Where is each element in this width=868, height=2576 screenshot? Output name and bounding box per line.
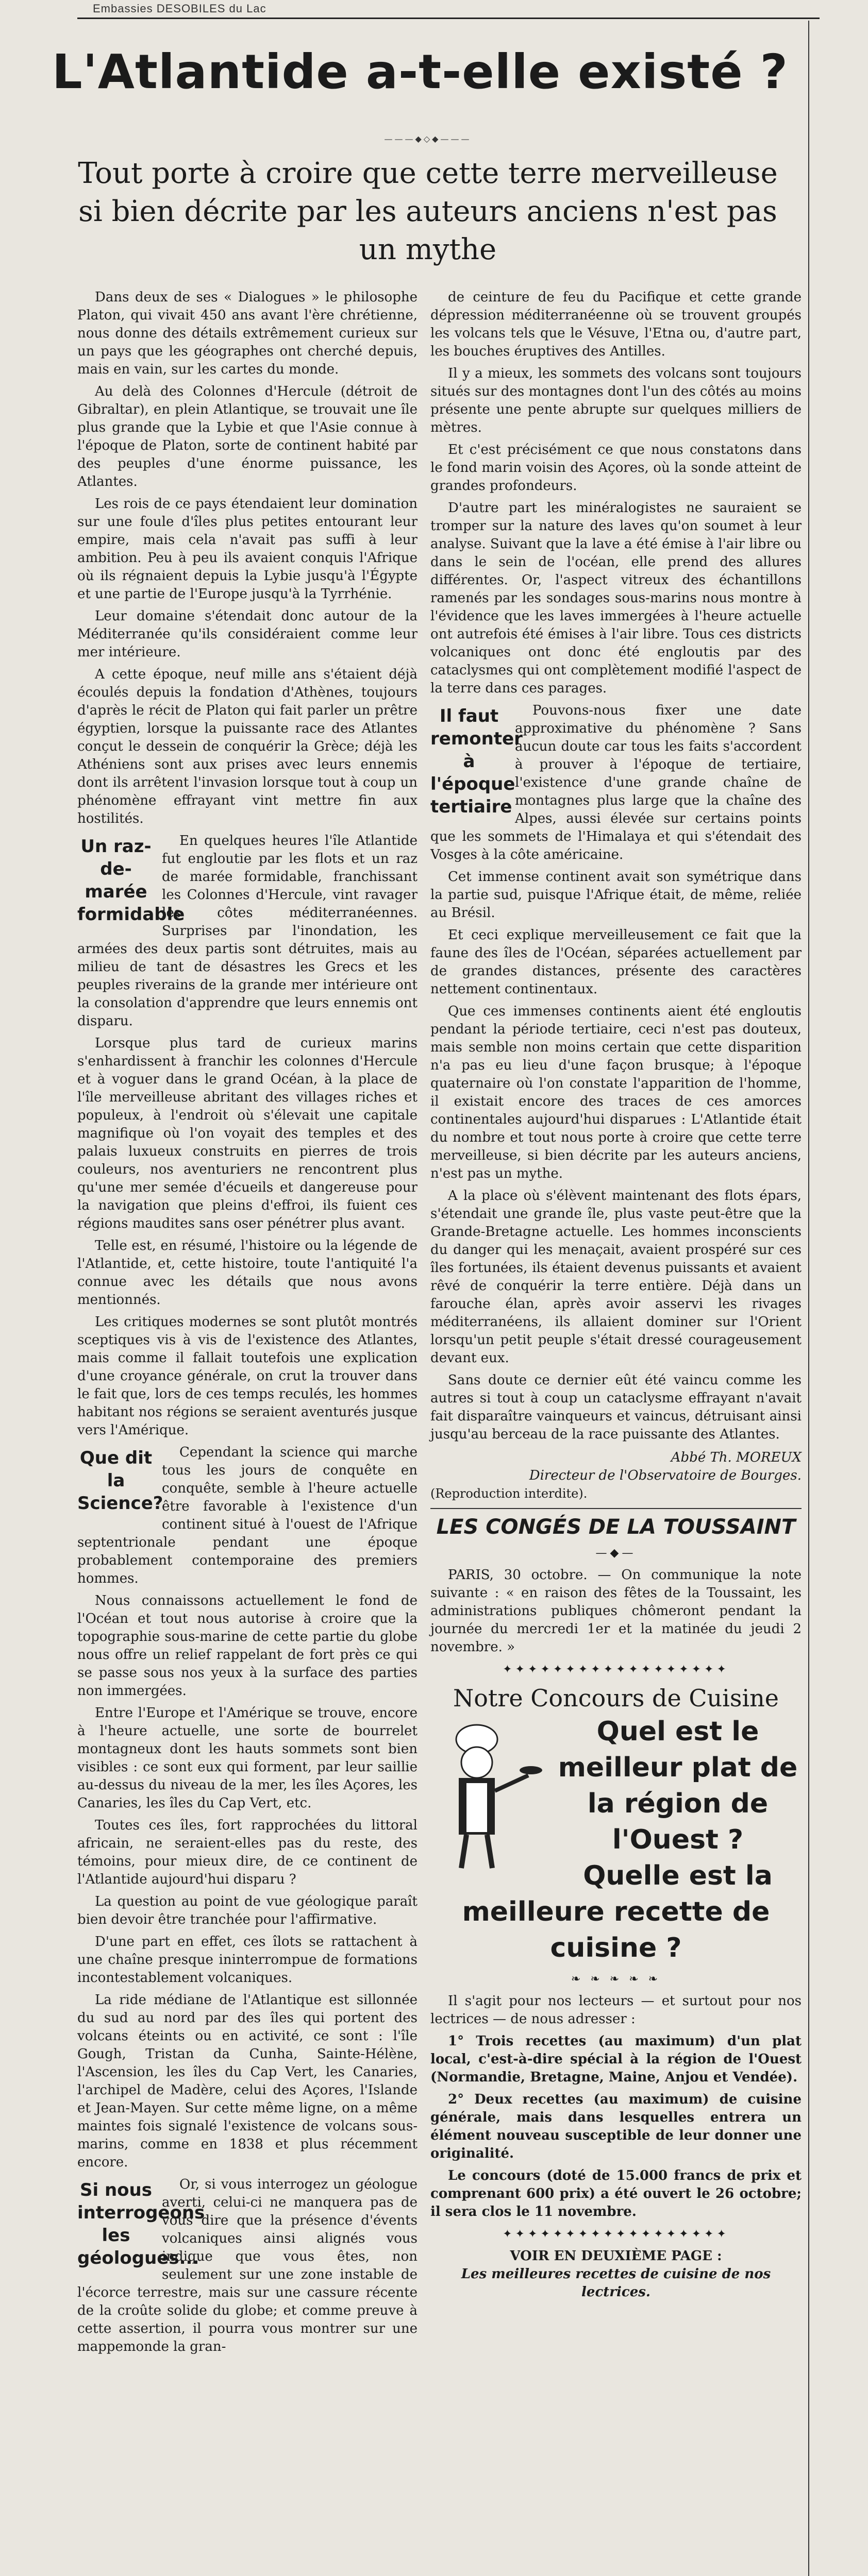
column-2: de ceinture de feu du Pacifique et cette grande dépression méditerranéenne où se trouvent groupés les volcans tels que le Vésuve, l'Etna ou, d'autre part, les bouches éruptives des Antilles. Il y a mieux, les sommets des volcans sont toujours situés sur des montagnes dont l'un des côtés au moins présente une pente abrupte sur quelques milliers de mètres. Et c'est précisément ce que nous constatons dans le fond marin voisin des Açores, où la sonde atteint de grandes profondeurs. D'autre part les minéralogistes ne sauraient se tromper sur la nature des laves qu'on soumet à leur analyse. Suivant que la lave a été émise à l'air libre ou dans le sein de l'océan, elle prend des allures différentes. Or, l'aspect vitreux des échantillons ramenés par les sondages sous-marins nous montre à l'évidence que les laves immergées à l'heure actuelle ont autrefois été émises à l'air libre. Tous ces districts volcaniques ont donc été engloutis par des cataclysmes qui ont complètement modifié l'aspect de la terre dans ces parages. Il faut remonter à l'époque tertiaire Pouvons-nous fixer une date approximative du phénomène ? Sans aucun doute car tous les faits s'accordent à prouver à l'époque de tertiaire, l'existence d'une grande chaîne de montagnes plus large que la chaîne des Alpes, aussi élevée sur certains points que les sommets de l'Himalaya et qui s'étendait des Vosges à la côte américaine. Cet immense continent avait son symétrique dans la partie sud, puisque l'Afrique était, de même, reliée au Brésil. Et ceci explique merveilleusement ce fait que la faune des îles de l'Océan, séparées actuellement par de grandes distances, présente des caractères nettement continentaux. Que ces immenses continents aient été engloutis pendant la période tertiaire, ceci n'est pas douteux, mais semble non moins certain que cette disparition n'a pas eu lieu d'une façon brusque; à l'époque quaternaire où l'on constate l'apparition de l'homme, il existait encore des traces de ces amorces continentales aujourd'hui disparues : L'Atlantide était du nombre et tout nous porte à croire que cette terre merveilleuse, si bien décrite par les auteurs anciens, n'est pas un mythe. A la place où s'élèvent maintenant des flots épars, s'étendait une grande île, plus vaste peut-être que la Grande-Bretagne actuelle. Les hommes inconscients du danger qui les menaçait, avaient prospéré sur ces îles fortunées, ils étaient devenus puissants et avaient rêvé de conquérir la terre entière. Déjà dans un farouche élan, après avoir asservi les rivages méditerranéens, ils allaient dominer sur l'Orient lorsqu'un petit peuple s'était dressé courageusement devant eux. Sans doute ce dernier eût été vaincu comme les autres si tout à coup un cataclysme effrayant n'avait fait disparaître vainqueurs et vaincus, détruisant ainsi jusqu'au berceau de la race puissante des Atlantes. Abbé Th. MOREUX Directeur de l'Observatoire de Bourges. (Reproduction interdite). LES CONGÉS DE LA TOUSSAINT —◆— PARIS, 30 octobre. — On communique la note suivante : « en raison des fêtes de la Toussaint, les administrations publiques chômeront pendant la journée du mercredi 1er et la matinée du jeudi 2 novembre. » ✦✦✦✦✦✦✦✦✦✦✦✦✦✦✦✦✦✦ Notre Concours de Cuisine Quel est le meilleur plat de la région de l'Ouest ? Quelle est la meilleure recette de cuisine ? ❧ ❧ ❧ ❧ ❧ Il s'agit pour nos lecteurs — et surtout pour nos lectrices — de nous adresser : 1° Trois recettes (au maximum) d'un plat local, c'est-à-dire spécial à la région de l'Ouest (Normandie, Bretagne, Maine, Anjou et Vendée). 2° Deux recettes (au maximum) de cuisine générale, mais dans lesquelles entrera un élément nouveau susceptible de leur donner une originalité. Le concours (doté de 15.000 francs de prix et comprenant 600 prix) a été ouvert le 26 octobre; il sera clos le 11 novembre. ✦✦✦✦✦✦✦✦✦✦✦✦✦✦✦✦✦✦ VOIR EN DEUXIÈME PAGE : Les meilleures recettes de cuisine de nos lectrices. [430, 289, 802, 2301]
contest-prize: Le concours (doté de 15.000 francs de prix et comprenant 600 prix) a été ouvert le 26 octobre; il sera clos le 11 novembre. [430, 2168, 802, 2219]
see-page-text: Les meilleures recettes de cuisine de nos lectrices. [461, 2266, 771, 2300]
side-head-raz-de-maree: Un raz-de-marée formidable [77, 836, 185, 925]
side-head-science: Que dit la Science? [77, 1448, 163, 1514]
article-subtitle: Tout porte à croire que cette terre merveilleuse si bien décrite par les auteurs anciens n'est pas un mythe [78, 157, 778, 266]
contest-question-2: Quelle est la meilleure recette de cuisine ? [462, 1860, 773, 1963]
chef-icon [430, 1719, 544, 1873]
contest-block [430, 1714, 802, 1966]
contest-item-2: 2° Deux recettes (au maximum) de cuisine générale, mais dans lesquelles entrera un élément nouveau susceptible de leur donner une originalité. [430, 2092, 802, 2161]
ornament-row: ❧ ❧ ❧ ❧ ❧ [571, 1973, 661, 1986]
side-head-tertiaire: Il faut remonter à l'époque tertiaire [430, 706, 523, 817]
column-1: Dans deux de ses « Dialogues » le philosophe Platon, qui vivait 450 ans avant l'ère chrétienne, nous donne des détails extrêmement curieux sur un pays que les géographes ont cherché depuis, mais en vain, sur les cartes du monde. Au delà des Colonnes d'Hercule (détroit de Gibraltar), en plein Atlantique, se trouvait une île plus grande que la Lybie et que l'Asie connue à l'époque de Platon, sorte de continent habité par des peuples d'une énorme puissance, les Atlantes. Les rois de ce pays étendaient leur domination sur une foule d'îles plus petites entourant leur empire, mais cela n'avait pas suffi à leur ambition. Peu à peu ils avaient conquis l'Afrique où ils régnaient depuis la Lybie jusqu'à l'Égypte et une partie de l'Europe jusqu'à la Tyrrhénie. Leur domaine s'étendait donc autour de la Méditerranée qu'ils considéraient comme leur mer intérieure. A cette époque, neuf mille ans s'étaient déjà écoulés depuis la fondation d'Athènes, toujours d'après le récit de Platon qui fait parler un prêtre égyptien, lorsque la puissante race des Atlantes conçut le dessein de conquérir la Grèce; déjà les Athéniens sont aux prises avec leurs ennemis dont ils arrêtent l'invasion lorsque tout à coup un phénomène effrayant vint mettre fin aux hostilités. Un raz-de-marée formidable En quelques heures l'île Atlantide fut engloutie par les flots et un raz de marée formidable, franchissant les Colonnes d'Hercule, vint ravager les côtes méditerranéennes. Surprises par l'inondation, les armées des deux partis sont détruites, mais au milieu de tant de désastres les Grecs et les peuples riverains de la grande mer intérieure ont la consolation d'apprendre que leurs ennemis ont disparu. Lorsque plus tard de curieux marins s'enhardissent à franchir les colonnes d'Hercule et à voguer dans le grand Océan, à la place de l'île merveilleuse abritant des villages riches et populeux, à l'endroit où s'élevait une capitale magnifique où l'on voyait des temples et des palais luxueux construits en pierres de trois couleurs, nos aventuriers ne rencontrent plus qu'une mer semée d'écueils et dangereuse pour la navigation que pleins d'effroi, ils fuient ces régions maudites sans oser pénétrer plus avant. Telle est, en résumé, l'histoire ou la légende de l'Atlantide, et, cette histoire, toute l'antiquité l'a connue avec les détails que nous avons mentionnés. Les critiques modernes se sont plutôt montrés sceptiques vis à vis de l'existence des Atlantes, mais comme il fallait toutefois une explication d'une croyance générale, on crut la trouver dans le fait que, lors de ces temps reculés, les hommes habitant nos régions se seraient aventurés jusque vers l'Amérique. Que dit la Science? Cependant la science qui marche tous les jours de conquête en conquête, semble à l'heure actuelle être favorable à l'existence d'un continent situé à l'ouest de l'Afrique septentrionale pendant une époque probablement contemporaine des premiers hommes. Nous connaissons actuellement le fond de l'Océan et tout nous autorise à croire que la topographie sous-marine de cette partie du globe nous offre un relief rappelant de fort près ce qui se passe sous nos yeux à la surface des parties non immergées. Entre l'Europe et l'Amérique se trouve, encore à l'heure actuelle, une sorte de bourrelet montagneux dont les hauts sommets sont bien visibles : ce sont eux qui forment, par leur saillie au-dessus du niveau de la mer, les îles Açores, les Canaries, les îles du Cap Vert, etc. Toutes ces îles, fort rapprochées du littoral africain, ne seraient-elles pas du reste, des témoins, pour mieux dire, de ce continent de l'Atlantide aujourd'hui disparu ? La question au point de vue géologique paraît bien devoir être tranchée pour l'affirmative. D'une part en effet, ces îlots se rattachent à une chaîne presque ininterrompue de formations incontestablement volcaniques. La ride médiane de l'Atlantique est sillonnée du sud au nord par des îles qui portent des volcans éteints ou en activité, ce sont : l'île Gough, Tristan da Cunha, Sainte-Hélène, l'Ascension, les îles du Cap Vert, les Canaries, l'archipel de Madère, celui des Açores, l'Islande et Jean-Mayen. Sur cette même ligne, on a même maintes fois signalé l'existence de volcans sous-marins, comme en 1838 et plus récemment encore. Si nous interrogeons les géologues... Or, si vous interrogez un géologue averti, celui-ci ne manquera pas de vous dire que la présence d'évents volcaniques ainsi alignés vous indique que vous êtes, non seulement sur une zone instable de l'écorce terrestre, mais sur une cassure récente de la croûte solide du globe; et comme preuve à cette assertion, il pourra vous montrer sur une mappemonde la gran- [77, 290, 418, 2354]
article-title: L'Atlantide a-t-elle existé ? [52, 44, 788, 99]
adjacent-article-column [820, 21, 868, 2576]
star-divider-2: ✦✦✦✦✦✦✦✦✦✦✦✦✦✦✦✦✦✦ [503, 2228, 729, 2241]
see-page: VOIR EN DEUXIÈME PAGE : [510, 2248, 722, 2264]
column-rule [808, 21, 809, 2576]
signature: Abbé Th. MOREUX Directeur de l'Observatoire de Bourges. [529, 1450, 802, 1483]
divider [430, 1508, 802, 1509]
contest-item-1: 1° Trois recettes (au maximum) d'un plat local, c'est-à-dire spécial à la région de l'Ouest (Normandie, Bretagne, Maine, Anjou et Vendée). [430, 2033, 802, 2085]
concours-title: Notre Concours de Cuisine [453, 1684, 779, 1712]
ornament: ———◆◇◆——— [384, 134, 472, 144]
side-head-geologues: Si nous interrogeons les géologues... [77, 2180, 205, 2268]
contest-question-1: Quel est le meilleur plat de la région de l'Ouest ? [558, 1716, 798, 1855]
conges-text: PARIS, 30 octobre. — On communique la note suivante : « en raison des fêtes de la Toussaint, les administrations publiques chômeront pendant la journée du mercredi 1er et la matinée du jeudi 2 novembre. » [430, 1567, 802, 1655]
small-divider: —◆— [595, 1547, 637, 1560]
star-divider: ✦✦✦✦✦✦✦✦✦✦✦✦✦✦✦✦✦✦ [503, 1663, 729, 1676]
chef-illustration [430, 1719, 544, 1873]
contest-intro: Il s'agit pour nos lecteurs — et surtout pour nos lectrices — de nous adresser : [430, 1993, 802, 2027]
reproduction-note: (Reproduction interdite). [430, 1486, 588, 1501]
masthead: Embassies DESOBILES du Lac [77, 0, 820, 19]
conges-title: LES CONGÉS DE LA TOUSSAINT [436, 1515, 796, 1539]
